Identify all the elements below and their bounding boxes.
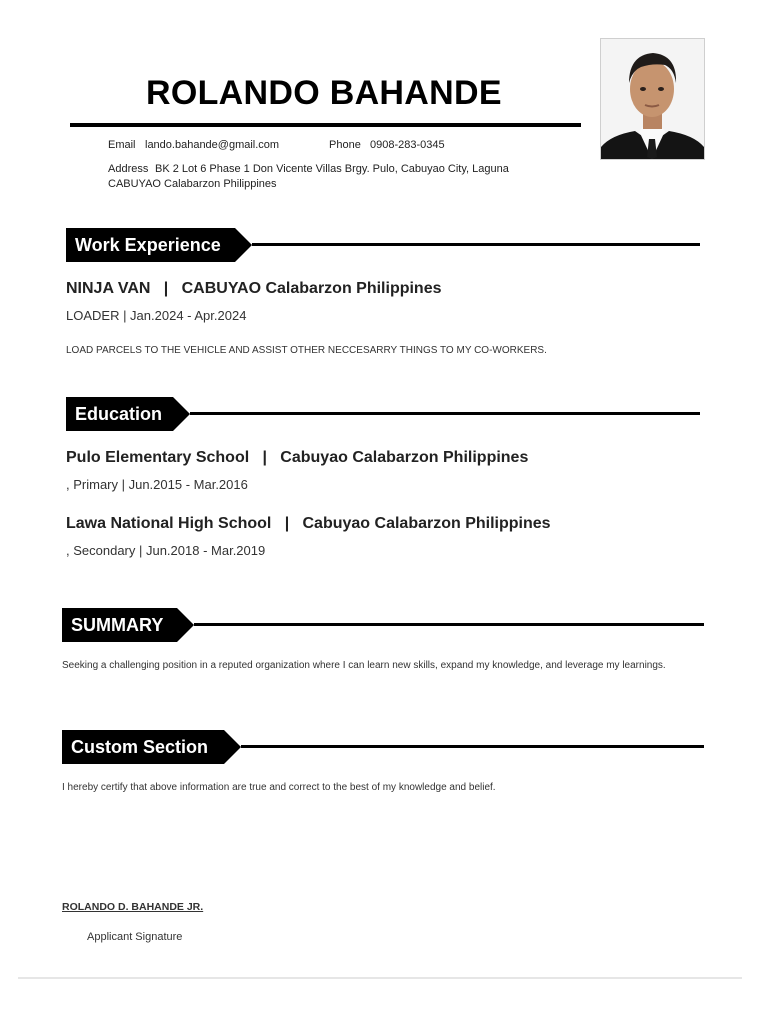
work-entry-subtitle: LOADER | Jan.2024 - Apr.2024 (66, 308, 247, 323)
email-label: Email (108, 139, 136, 151)
work-entry-description: LOAD PARCELS TO THE VEHICLE AND ASSIST OTHER NECCESARRY THINGS TO MY CO-WORKERS. (66, 345, 547, 356)
signature-label: Applicant Signature (87, 931, 183, 943)
custom-section-divider (241, 745, 704, 748)
education-entry-subtitle: , Secondary | Jun.2018 - Mar.2019 (66, 543, 266, 558)
name-divider (70, 123, 581, 127)
candidate-name: ROLANDO BAHANDE (146, 74, 502, 112)
education-heading: Education (66, 397, 173, 431)
summary-text: Seeking a challenging position in a reputed organization where I can learn new skills, expand my knowledge, and leverage my learnings. (62, 660, 666, 671)
summary-divider (194, 623, 704, 626)
phone-value: 0908-283-0345 (370, 139, 445, 151)
education-entry-title: Pulo Elementary School | Cabuyao Calabarzon Philippines (66, 449, 529, 466)
address-label: Address (108, 163, 149, 175)
signature-name: ROLANDO D. BAHANDE JR. (62, 901, 204, 913)
education-header (66, 397, 700, 431)
education-divider (190, 412, 700, 415)
person-portrait-icon (601, 39, 704, 159)
address-line-1: BK 2 Lot 6 Phase 1 Don Vicente Villas Brgy. Pulo, Cabuyao City, Laguna (155, 163, 509, 175)
profile-photo (600, 38, 705, 160)
work-experience-divider (252, 243, 700, 246)
work-entry-title: NINJA VAN | CABUYAO Calabarzon Philippines (66, 280, 442, 297)
work-experience-heading: Work Experience (66, 228, 235, 262)
phone-label: Phone (329, 139, 361, 151)
custom-section-header (62, 730, 704, 764)
summary-header (62, 608, 704, 642)
email-value[interactable]: lando.bahande@gmail.com (145, 139, 280, 151)
education-entry-title: Lawa National High School | Cabuyao Calabarzon Philippines (66, 515, 551, 532)
summary-heading: SUMMARY (62, 608, 177, 642)
education-entry-subtitle: , Primary | Jun.2015 - Mar.2016 (66, 477, 248, 492)
page-bottom-edge (18, 977, 742, 979)
custom-section-heading: Custom Section (62, 730, 224, 764)
address-line-2: CABUYAO Calabarzon Philippines (108, 178, 277, 190)
custom-section-text: I hereby certify that above information are true and correct to the best of my knowledge and belief. (62, 782, 496, 793)
work-experience-header (66, 228, 700, 262)
